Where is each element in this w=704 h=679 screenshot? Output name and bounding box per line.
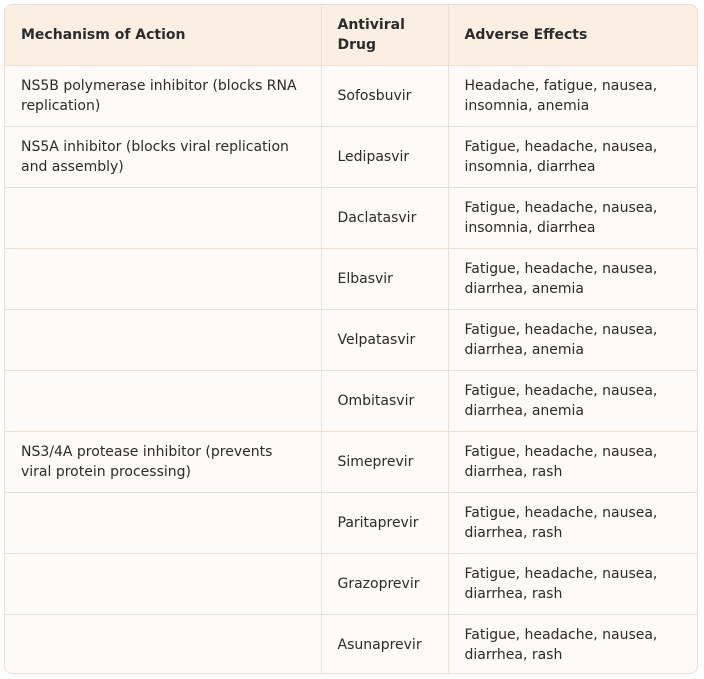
effects-cell: Fatigue, headache, nausea, diarrhea, rash bbox=[464, 626, 658, 663]
effects-cell: Fatigue, headache, nausea, insomnia, diarrhea bbox=[448, 126, 698, 187]
table-row bbox=[5, 370, 698, 431]
table-row bbox=[5, 309, 698, 370]
drug-cell: Asunaprevir bbox=[321, 614, 448, 674]
mechanism-cell: NS3/4A protease inhibitor (prevents viral protein processing) bbox=[5, 431, 321, 492]
table-row bbox=[5, 492, 698, 553]
effects-cell: Fatigue, headache, nausea, diarrhea, rash bbox=[448, 492, 698, 553]
mechanism-cell: NS5B polymerase inhibitor (blocks RNA replication) bbox=[5, 65, 321, 126]
mechanism-cell bbox=[5, 370, 321, 431]
mechanism-cell bbox=[5, 309, 321, 370]
mechanism-cell bbox=[5, 248, 321, 309]
drug-cell: Velpatasvir bbox=[321, 309, 448, 370]
effects-cell: Headache, fatigue, nausea, insomnia, anemia bbox=[448, 65, 698, 126]
table-row bbox=[5, 65, 698, 126]
drug-cell: Ombitasvir bbox=[321, 370, 448, 431]
header-effects: Adverse Effects bbox=[448, 5, 698, 65]
header-drug: Antiviral Drug bbox=[321, 5, 448, 65]
mechanism-cell: NS5A inhibitor (blocks viral replication and assembly) bbox=[5, 126, 321, 187]
table-row bbox=[5, 187, 698, 248]
effects-cell: Fatigue, headache, nausea, diarrhea, anemia bbox=[448, 370, 698, 431]
mechanism-cell bbox=[5, 492, 321, 553]
drug-cell: Simeprevir bbox=[321, 431, 448, 492]
drug-cell: Daclatasvir bbox=[321, 187, 448, 248]
header-mechanism: Mechanism of Action bbox=[5, 5, 321, 65]
effects-cell: Fatigue, headache, nausea, diarrhea, anemia bbox=[448, 309, 698, 370]
drug-cell: Sofosbuvir bbox=[321, 65, 448, 126]
drug-cell: Paritaprevir bbox=[321, 492, 448, 553]
mechanism-cell bbox=[5, 553, 321, 614]
drug-cell: Elbasvir bbox=[321, 248, 448, 309]
table-row bbox=[5, 431, 698, 492]
table-header-row bbox=[5, 5, 698, 65]
table-row bbox=[5, 126, 698, 187]
drug-table bbox=[5, 5, 698, 674]
mechanism-cell bbox=[5, 614, 321, 674]
mechanism-cell bbox=[5, 187, 321, 248]
table-row bbox=[5, 553, 698, 614]
drug-table-container bbox=[4, 4, 698, 674]
effects-cell: Fatigue, headache, nausea, diarrhea, rash bbox=[448, 431, 698, 492]
effects-cell: Fatigue, headache, nausea, insomnia, diarrhea bbox=[448, 187, 698, 248]
drug-cell: Grazoprevir bbox=[321, 553, 448, 614]
table-row bbox=[5, 614, 698, 674]
effects-cell: Fatigue, headache, nausea, diarrhea, rash bbox=[448, 553, 698, 614]
table-row bbox=[5, 248, 698, 309]
effects-cell: Fatigue, headache, nausea, diarrhea, anemia bbox=[448, 248, 698, 309]
drug-cell: Ledipasvir bbox=[321, 126, 448, 187]
